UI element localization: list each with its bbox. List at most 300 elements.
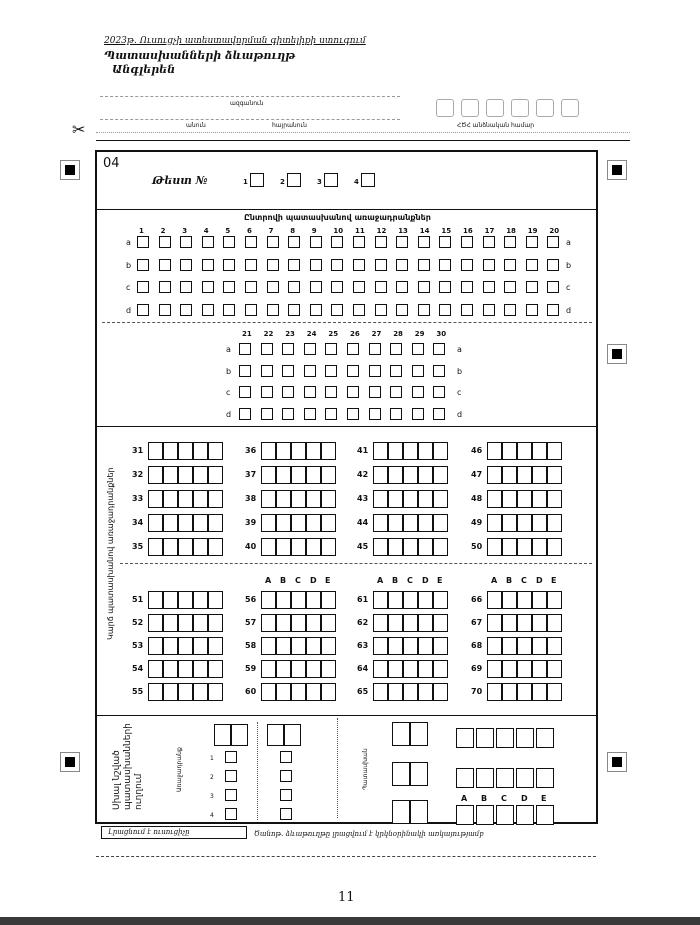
correction-letter-cell[interactable]: [476, 728, 494, 748]
correction-digit-cell[interactable]: [392, 722, 410, 746]
answer-letter-cell[interactable]: [403, 538, 418, 556]
answer-letter-cell[interactable]: [433, 466, 448, 484]
answer-letter-cell[interactable]: [433, 591, 448, 609]
answer-letter-cell[interactable]: [148, 614, 163, 632]
answer-bubble[interactable]: [390, 343, 402, 355]
answer-letter-cell[interactable]: [193, 442, 208, 460]
answer-letter-cell[interactable]: [532, 490, 547, 508]
answer-letter-cell[interactable]: [163, 591, 178, 609]
answer-bubble[interactable]: [526, 236, 538, 248]
answer-letter-cell[interactable]: [487, 490, 502, 508]
correction-digit-cell[interactable]: [284, 724, 301, 746]
answer-letter-cell[interactable]: [208, 683, 223, 701]
answer-bubble[interactable]: [439, 281, 451, 293]
answer-letter-cell[interactable]: [502, 591, 517, 609]
answer-bubble[interactable]: [261, 386, 273, 398]
answer-letter-cell[interactable]: [208, 442, 223, 460]
correction-answer-box[interactable]: [280, 789, 292, 801]
answer-letter-cell[interactable]: [306, 683, 321, 701]
answer-bubble[interactable]: [526, 304, 538, 316]
answer-bubble[interactable]: [223, 304, 235, 316]
answer-letter-cell[interactable]: [547, 591, 562, 609]
correction-letter-cell[interactable]: [456, 728, 474, 748]
answer-letter-cell[interactable]: [208, 591, 223, 609]
answer-bubble[interactable]: [202, 259, 214, 271]
answer-letter-cell[interactable]: [418, 614, 433, 632]
answer-letter-cell[interactable]: [321, 683, 336, 701]
answer-letter-cell[interactable]: [418, 442, 433, 460]
answer-letter-cell[interactable]: [291, 660, 306, 678]
answer-bubble[interactable]: [261, 365, 273, 377]
answer-bubble[interactable]: [353, 304, 365, 316]
correction-letter-cell[interactable]: [536, 805, 554, 825]
answer-letter-cell[interactable]: [306, 538, 321, 556]
answer-bubble[interactable]: [288, 281, 300, 293]
answer-letter-cell[interactable]: [502, 614, 517, 632]
answer-letter-cell[interactable]: [388, 538, 403, 556]
answer-letter-cell[interactable]: [163, 442, 178, 460]
answer-letter-cell[interactable]: [291, 614, 306, 632]
correction-letter-cell[interactable]: [516, 768, 534, 788]
answer-bubble[interactable]: [396, 281, 408, 293]
answer-bubble[interactable]: [390, 365, 402, 377]
answer-letter-cell[interactable]: [433, 514, 448, 532]
answer-bubble[interactable]: [239, 386, 251, 398]
answer-letter-cell[interactable]: [261, 442, 276, 460]
answer-bubble[interactable]: [547, 236, 559, 248]
id-digit-cell[interactable]: [486, 99, 504, 117]
answer-bubble[interactable]: [396, 259, 408, 271]
answer-bubble[interactable]: [375, 259, 387, 271]
answer-letter-cell[interactable]: [418, 466, 433, 484]
answer-letter-cell[interactable]: [373, 490, 388, 508]
answer-bubble[interactable]: [390, 386, 402, 398]
answer-letter-cell[interactable]: [532, 466, 547, 484]
answer-letter-cell[interactable]: [193, 683, 208, 701]
answer-letter-cell[interactable]: [261, 538, 276, 556]
id-digit-cell[interactable]: [436, 99, 454, 117]
test-option-box[interactable]: [250, 173, 264, 187]
answer-letter-cell[interactable]: [403, 591, 418, 609]
answer-letter-cell[interactable]: [403, 683, 418, 701]
answer-letter-cell[interactable]: [208, 614, 223, 632]
correction-digit-cell[interactable]: [410, 800, 428, 824]
answer-bubble[interactable]: [547, 304, 559, 316]
answer-letter-cell[interactable]: [502, 637, 517, 655]
answer-letter-cell[interactable]: [208, 466, 223, 484]
answer-bubble[interactable]: [418, 281, 430, 293]
teacher-fill-button[interactable]: [101, 826, 247, 839]
answer-letter-cell[interactable]: [418, 490, 433, 508]
answer-bubble[interactable]: [347, 365, 359, 377]
id-digit-cell[interactable]: [461, 99, 479, 117]
answer-letter-cell[interactable]: [418, 514, 433, 532]
answer-bubble[interactable]: [159, 304, 171, 316]
answer-bubble[interactable]: [261, 408, 273, 420]
answer-bubble[interactable]: [159, 281, 171, 293]
answer-letter-cell[interactable]: [193, 637, 208, 655]
answer-bubble[interactable]: [202, 281, 214, 293]
answer-bubble[interactable]: [310, 236, 322, 248]
correction-letter-cell[interactable]: [536, 768, 554, 788]
answer-letter-cell[interactable]: [261, 614, 276, 632]
answer-letter-cell[interactable]: [148, 514, 163, 532]
answer-letter-cell[interactable]: [388, 660, 403, 678]
answer-letter-cell[interactable]: [321, 442, 336, 460]
answer-letter-cell[interactable]: [433, 442, 448, 460]
answer-bubble[interactable]: [325, 365, 337, 377]
answer-bubble[interactable]: [439, 236, 451, 248]
answer-bubble[interactable]: [418, 236, 430, 248]
answer-bubble[interactable]: [245, 259, 257, 271]
correction-letter-cell[interactable]: [536, 728, 554, 748]
answer-bubble[interactable]: [245, 304, 257, 316]
correction-answer-box[interactable]: [280, 751, 292, 763]
correction-digit-cell[interactable]: [267, 724, 284, 746]
answer-letter-cell[interactable]: [321, 637, 336, 655]
answer-letter-cell[interactable]: [276, 490, 291, 508]
answer-letter-cell[interactable]: [388, 591, 403, 609]
answer-letter-cell[interactable]: [276, 637, 291, 655]
answer-bubble[interactable]: [137, 259, 149, 271]
answer-letter-cell[interactable]: [261, 591, 276, 609]
answer-bubble[interactable]: [288, 236, 300, 248]
test-option-box[interactable]: [287, 173, 301, 187]
answer-letter-cell[interactable]: [502, 538, 517, 556]
answer-bubble[interactable]: [267, 236, 279, 248]
answer-letter-cell[interactable]: [276, 614, 291, 632]
answer-letter-cell[interactable]: [517, 591, 532, 609]
answer-letter-cell[interactable]: [291, 442, 306, 460]
answer-bubble[interactable]: [310, 259, 322, 271]
answer-letter-cell[interactable]: [547, 614, 562, 632]
answer-bubble[interactable]: [526, 259, 538, 271]
answer-letter-cell[interactable]: [178, 514, 193, 532]
answer-letter-cell[interactable]: [148, 466, 163, 484]
answer-letter-cell[interactable]: [418, 538, 433, 556]
answer-bubble[interactable]: [261, 343, 273, 355]
correction-digit-cell[interactable]: [410, 722, 428, 746]
answer-letter-cell[interactable]: [163, 637, 178, 655]
answer-letter-cell[interactable]: [532, 591, 547, 609]
answer-letter-cell[interactable]: [373, 514, 388, 532]
answer-letter-cell[interactable]: [208, 660, 223, 678]
answer-letter-cell[interactable]: [487, 466, 502, 484]
answer-letter-cell[interactable]: [403, 614, 418, 632]
answer-letter-cell[interactable]: [178, 490, 193, 508]
answer-letter-cell[interactable]: [276, 466, 291, 484]
answer-bubble[interactable]: [390, 408, 402, 420]
answer-letter-cell[interactable]: [193, 538, 208, 556]
answer-letter-cell[interactable]: [388, 683, 403, 701]
test-option-box[interactable]: [361, 173, 375, 187]
id-digit-cell[interactable]: [511, 99, 529, 117]
answer-bubble[interactable]: [483, 304, 495, 316]
answer-bubble[interactable]: [180, 304, 192, 316]
answer-bubble[interactable]: [239, 408, 251, 420]
answer-bubble[interactable]: [331, 281, 343, 293]
answer-letter-cell[interactable]: [276, 514, 291, 532]
answer-letter-cell[interactable]: [517, 637, 532, 655]
surname-line[interactable]: [100, 96, 400, 97]
answer-bubble[interactable]: [159, 259, 171, 271]
answer-letter-cell[interactable]: [433, 614, 448, 632]
answer-bubble[interactable]: [369, 365, 381, 377]
answer-bubble[interactable]: [325, 386, 337, 398]
answer-letter-cell[interactable]: [291, 466, 306, 484]
answer-letter-cell[interactable]: [388, 466, 403, 484]
answer-letter-cell[interactable]: [403, 660, 418, 678]
answer-letter-cell[interactable]: [321, 466, 336, 484]
answer-letter-cell[interactable]: [193, 466, 208, 484]
answer-letter-cell[interactable]: [388, 614, 403, 632]
answer-bubble[interactable]: [433, 408, 445, 420]
correction-digit-cell[interactable]: [392, 762, 410, 786]
answer-bubble[interactable]: [180, 281, 192, 293]
answer-letter-cell[interactable]: [517, 660, 532, 678]
answer-letter-cell[interactable]: [306, 490, 321, 508]
answer-letter-cell[interactable]: [178, 614, 193, 632]
answer-letter-cell[interactable]: [208, 637, 223, 655]
answer-letter-cell[interactable]: [403, 442, 418, 460]
answer-bubble[interactable]: [433, 386, 445, 398]
answer-letter-cell[interactable]: [178, 683, 193, 701]
answer-bubble[interactable]: [267, 259, 279, 271]
answer-bubble[interactable]: [483, 281, 495, 293]
answer-letter-cell[interactable]: [418, 591, 433, 609]
answer-letter-cell[interactable]: [532, 442, 547, 460]
answer-letter-cell[interactable]: [502, 660, 517, 678]
answer-bubble[interactable]: [347, 408, 359, 420]
answer-letter-cell[interactable]: [321, 490, 336, 508]
answer-letter-cell[interactable]: [306, 466, 321, 484]
answer-letter-cell[interactable]: [178, 660, 193, 678]
answer-bubble[interactable]: [504, 281, 516, 293]
answer-letter-cell[interactable]: [261, 637, 276, 655]
answer-letter-cell[interactable]: [163, 514, 178, 532]
correction-letter-cell[interactable]: [496, 728, 514, 748]
answer-letter-cell[interactable]: [532, 614, 547, 632]
answer-letter-cell[interactable]: [163, 466, 178, 484]
answer-bubble[interactable]: [369, 408, 381, 420]
answer-bubble[interactable]: [375, 304, 387, 316]
correction-letter-cell[interactable]: [516, 805, 534, 825]
answer-bubble[interactable]: [418, 259, 430, 271]
answer-bubble[interactable]: [310, 304, 322, 316]
answer-letter-cell[interactable]: [276, 591, 291, 609]
answer-bubble[interactable]: [239, 343, 251, 355]
answer-letter-cell[interactable]: [148, 442, 163, 460]
answer-letter-cell[interactable]: [547, 514, 562, 532]
answer-letter-cell[interactable]: [208, 514, 223, 532]
answer-bubble[interactable]: [223, 259, 235, 271]
answer-bubble[interactable]: [282, 408, 294, 420]
answer-bubble[interactable]: [504, 259, 516, 271]
answer-letter-cell[interactable]: [388, 442, 403, 460]
correction-answer-box[interactable]: [280, 770, 292, 782]
answer-letter-cell[interactable]: [178, 538, 193, 556]
answer-letter-cell[interactable]: [261, 490, 276, 508]
correction-answer-box[interactable]: [280, 808, 292, 820]
answer-letter-cell[interactable]: [547, 683, 562, 701]
answer-letter-cell[interactable]: [148, 660, 163, 678]
answer-letter-cell[interactable]: [373, 466, 388, 484]
answer-letter-cell[interactable]: [403, 514, 418, 532]
answer-letter-cell[interactable]: [502, 514, 517, 532]
answer-letter-cell[interactable]: [193, 490, 208, 508]
answer-bubble[interactable]: [288, 304, 300, 316]
answer-bubble[interactable]: [412, 386, 424, 398]
answer-bubble[interactable]: [223, 281, 235, 293]
answer-letter-cell[interactable]: [373, 637, 388, 655]
answer-letter-cell[interactable]: [321, 514, 336, 532]
answer-letter-cell[interactable]: [517, 614, 532, 632]
answer-bubble[interactable]: [325, 343, 337, 355]
answer-letter-cell[interactable]: [178, 466, 193, 484]
answer-letter-cell[interactable]: [517, 490, 532, 508]
answer-letter-cell[interactable]: [403, 637, 418, 655]
answer-bubble[interactable]: [375, 236, 387, 248]
answer-letter-cell[interactable]: [291, 514, 306, 532]
answer-bubble[interactable]: [282, 365, 294, 377]
answer-letter-cell[interactable]: [321, 591, 336, 609]
answer-letter-cell[interactable]: [487, 660, 502, 678]
answer-letter-cell[interactable]: [433, 660, 448, 678]
answer-bubble[interactable]: [412, 365, 424, 377]
answer-letter-cell[interactable]: [321, 538, 336, 556]
answer-letter-cell[interactable]: [148, 490, 163, 508]
answer-letter-cell[interactable]: [388, 490, 403, 508]
answer-bubble[interactable]: [461, 259, 473, 271]
answer-bubble[interactable]: [159, 236, 171, 248]
answer-bubble[interactable]: [526, 281, 538, 293]
answer-bubble[interactable]: [433, 343, 445, 355]
answer-letter-cell[interactable]: [502, 490, 517, 508]
answer-letter-cell[interactable]: [487, 683, 502, 701]
correction-digit-cell[interactable]: [410, 762, 428, 786]
correction-letter-cell[interactable]: [476, 768, 494, 788]
correction-letter-cell[interactable]: [516, 728, 534, 748]
answer-bubble[interactable]: [418, 304, 430, 316]
answer-letter-cell[interactable]: [487, 614, 502, 632]
answer-letter-cell[interactable]: [547, 660, 562, 678]
correction-question-box[interactable]: [225, 789, 237, 801]
answer-bubble[interactable]: [137, 281, 149, 293]
answer-letter-cell[interactable]: [388, 637, 403, 655]
answer-bubble[interactable]: [433, 365, 445, 377]
answer-letter-cell[interactable]: [487, 442, 502, 460]
answer-bubble[interactable]: [304, 343, 316, 355]
answer-bubble[interactable]: [369, 386, 381, 398]
answer-bubble[interactable]: [375, 281, 387, 293]
answer-letter-cell[interactable]: [291, 538, 306, 556]
answer-bubble[interactable]: [504, 304, 516, 316]
answer-letter-cell[interactable]: [163, 683, 178, 701]
answer-bubble[interactable]: [137, 304, 149, 316]
answer-letter-cell[interactable]: [487, 538, 502, 556]
answer-bubble[interactable]: [180, 236, 192, 248]
answer-letter-cell[interactable]: [306, 614, 321, 632]
correction-question-box[interactable]: [225, 808, 237, 820]
answer-letter-cell[interactable]: [178, 591, 193, 609]
answer-letter-cell[interactable]: [261, 466, 276, 484]
answer-letter-cell[interactable]: [291, 683, 306, 701]
answer-letter-cell[interactable]: [487, 514, 502, 532]
answer-letter-cell[interactable]: [276, 660, 291, 678]
test-option-box[interactable]: [324, 173, 338, 187]
answer-letter-cell[interactable]: [163, 660, 178, 678]
answer-letter-cell[interactable]: [487, 591, 502, 609]
answer-letter-cell[interactable]: [306, 514, 321, 532]
answer-bubble[interactable]: [325, 408, 337, 420]
answer-letter-cell[interactable]: [306, 660, 321, 678]
answer-letter-cell[interactable]: [193, 591, 208, 609]
name-line[interactable]: [100, 119, 400, 120]
answer-letter-cell[interactable]: [306, 591, 321, 609]
answer-bubble[interactable]: [483, 259, 495, 271]
answer-letter-cell[interactable]: [148, 591, 163, 609]
answer-letter-cell[interactable]: [547, 637, 562, 655]
correction-letter-cell[interactable]: [476, 805, 494, 825]
answer-bubble[interactable]: [282, 386, 294, 398]
answer-letter-cell[interactable]: [148, 637, 163, 655]
answer-bubble[interactable]: [461, 236, 473, 248]
answer-bubble[interactable]: [331, 259, 343, 271]
answer-letter-cell[interactable]: [532, 538, 547, 556]
correction-digit-cell[interactable]: [214, 724, 231, 746]
answer-bubble[interactable]: [202, 236, 214, 248]
answer-letter-cell[interactable]: [373, 660, 388, 678]
answer-bubble[interactable]: [180, 259, 192, 271]
correction-letter-cell[interactable]: [496, 768, 514, 788]
answer-bubble[interactable]: [282, 343, 294, 355]
answer-letter-cell[interactable]: [418, 660, 433, 678]
answer-bubble[interactable]: [202, 304, 214, 316]
answer-letter-cell[interactable]: [321, 614, 336, 632]
answer-letter-cell[interactable]: [433, 683, 448, 701]
answer-letter-cell[interactable]: [163, 614, 178, 632]
id-digit-cell[interactable]: [536, 99, 554, 117]
id-digit-cell[interactable]: [561, 99, 579, 117]
answer-bubble[interactable]: [310, 281, 322, 293]
answer-letter-cell[interactable]: [517, 514, 532, 532]
answer-letter-cell[interactable]: [517, 466, 532, 484]
answer-bubble[interactable]: [239, 365, 251, 377]
answer-letter-cell[interactable]: [291, 637, 306, 655]
answer-bubble[interactable]: [353, 236, 365, 248]
correction-letter-cell[interactable]: [456, 768, 474, 788]
answer-bubble[interactable]: [412, 408, 424, 420]
answer-bubble[interactable]: [304, 386, 316, 398]
answer-letter-cell[interactable]: [163, 490, 178, 508]
answer-letter-cell[interactable]: [547, 538, 562, 556]
answer-letter-cell[interactable]: [373, 683, 388, 701]
answer-bubble[interactable]: [461, 281, 473, 293]
answer-letter-cell[interactable]: [517, 538, 532, 556]
answer-bubble[interactable]: [439, 304, 451, 316]
answer-letter-cell[interactable]: [373, 591, 388, 609]
answer-bubble[interactable]: [304, 365, 316, 377]
answer-letter-cell[interactable]: [418, 683, 433, 701]
answer-letter-cell[interactable]: [208, 490, 223, 508]
answer-bubble[interactable]: [396, 304, 408, 316]
answer-letter-cell[interactable]: [163, 538, 178, 556]
answer-letter-cell[interactable]: [291, 490, 306, 508]
answer-bubble[interactable]: [245, 281, 257, 293]
answer-letter-cell[interactable]: [502, 683, 517, 701]
correction-digit-cell[interactable]: [231, 724, 248, 746]
answer-letter-cell[interactable]: [261, 660, 276, 678]
